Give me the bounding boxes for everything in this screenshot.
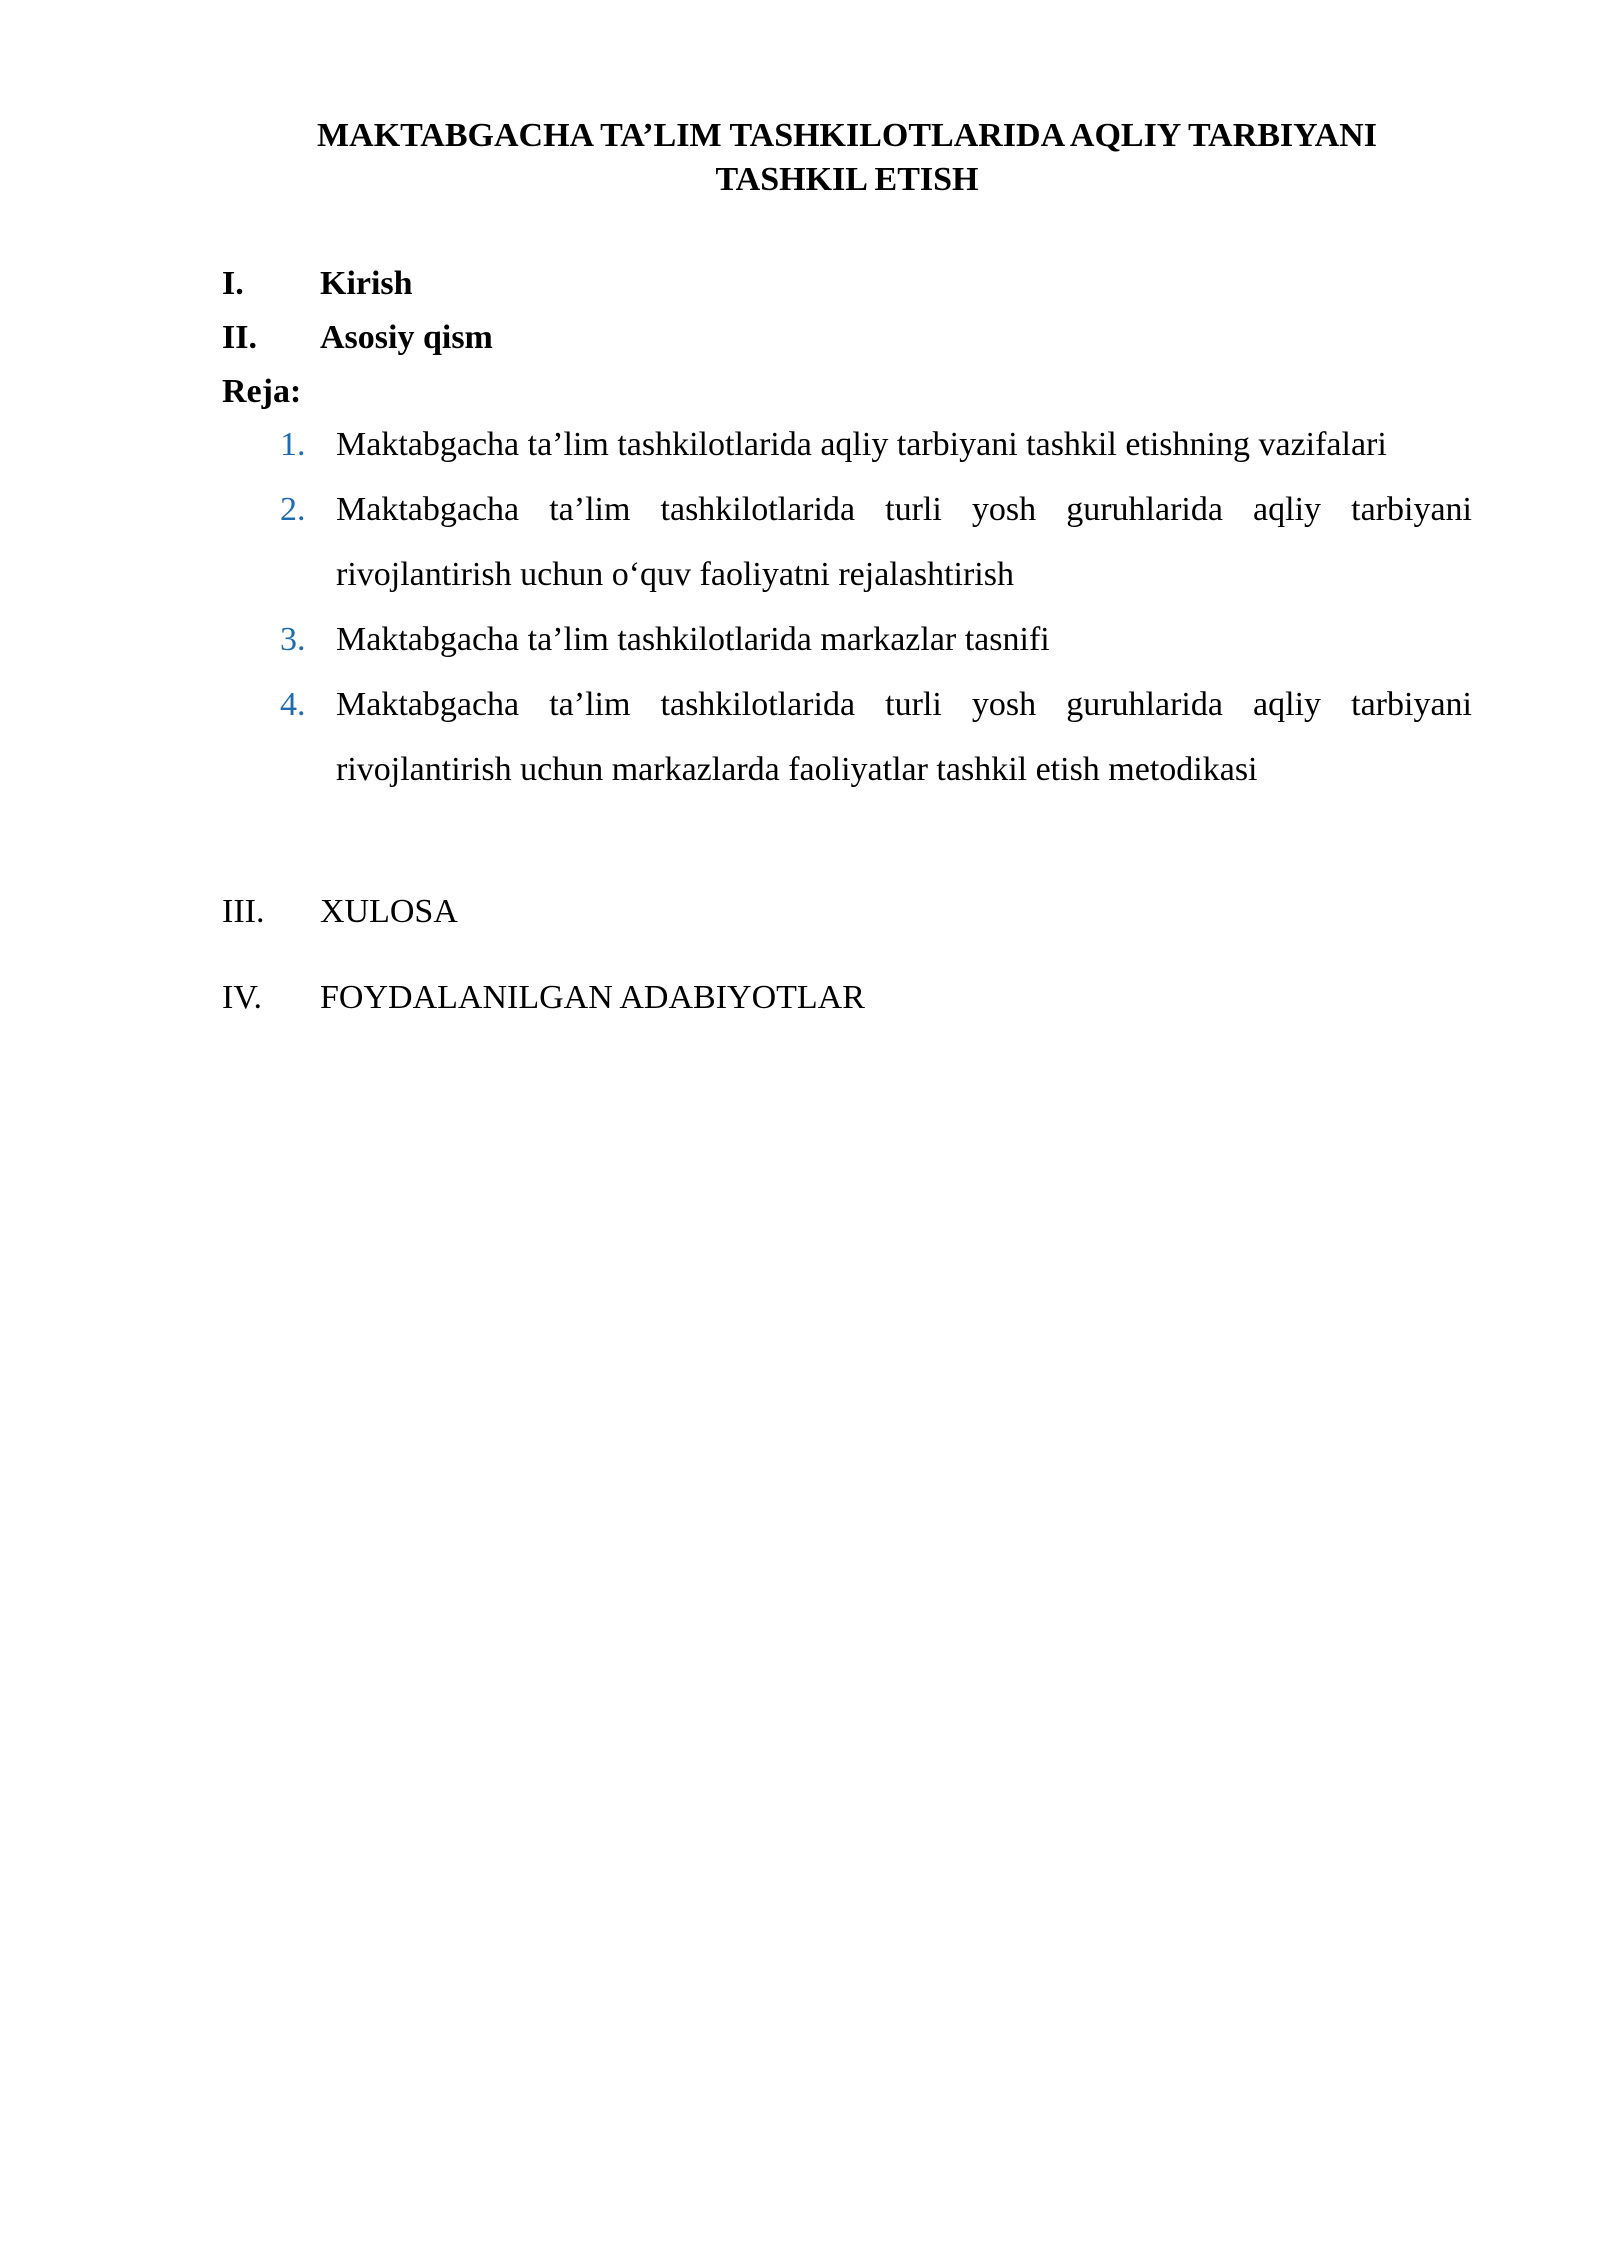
plan-item-text: Maktabgacha ta’lim tashkilotlarida turli yosh guruhlarida aqliy tarbiyani rivojlantirish uchun markazlarda faoliyatlar tashkil etish metodikasi (336, 686, 1472, 788)
plan-list (280, 412, 1472, 802)
plan-item-text: Maktabgacha ta’lim tashkilotlarida aqliy tarbiyani tashkil etishning vazifalari (336, 426, 1387, 463)
document-title-line-1: MAKTABGACHA TA’LIM TASHKILOTLARIDA AQLIY TARBIYANI (317, 117, 1377, 154)
section-number: II. (222, 319, 257, 356)
plan-heading: Reja: (222, 373, 302, 410)
plan-item-number: 1. (280, 426, 306, 463)
section-references (222, 978, 865, 1018)
document-title-line-2: TASHKIL ETISH (715, 161, 979, 198)
plan-item (280, 412, 1472, 477)
plan-item-number: 2. (280, 491, 306, 528)
plan-item (280, 477, 1472, 607)
section-label: FOYDALANILGAN ADABIYOTLAR (320, 979, 865, 1016)
section-main-part (222, 318, 493, 358)
plan-item (280, 672, 1472, 802)
section-number: IV. (222, 979, 262, 1016)
section-label: XULOSA (320, 893, 458, 930)
section-conclusion (222, 892, 458, 932)
section-number: I. (222, 265, 244, 302)
plan-item-text: Maktabgacha ta’lim tashkilotlarida markazlar tasnifi (336, 621, 1050, 658)
plan-item-text: Maktabgacha ta’lim tashkilotlarida turli yosh guruhlarida aqliy tarbiyani rivojlantirish uchun o‘quv faoliyatni rejalashtirish (336, 491, 1472, 593)
section-label: Asosiy qism (320, 319, 493, 356)
section-number: III. (222, 893, 265, 930)
plan-item-number: 3. (280, 621, 306, 658)
plan-item-number: 4. (280, 686, 306, 723)
plan-item (280, 607, 1472, 672)
section-introduction (222, 264, 413, 304)
section-label: Kirish (320, 265, 413, 302)
